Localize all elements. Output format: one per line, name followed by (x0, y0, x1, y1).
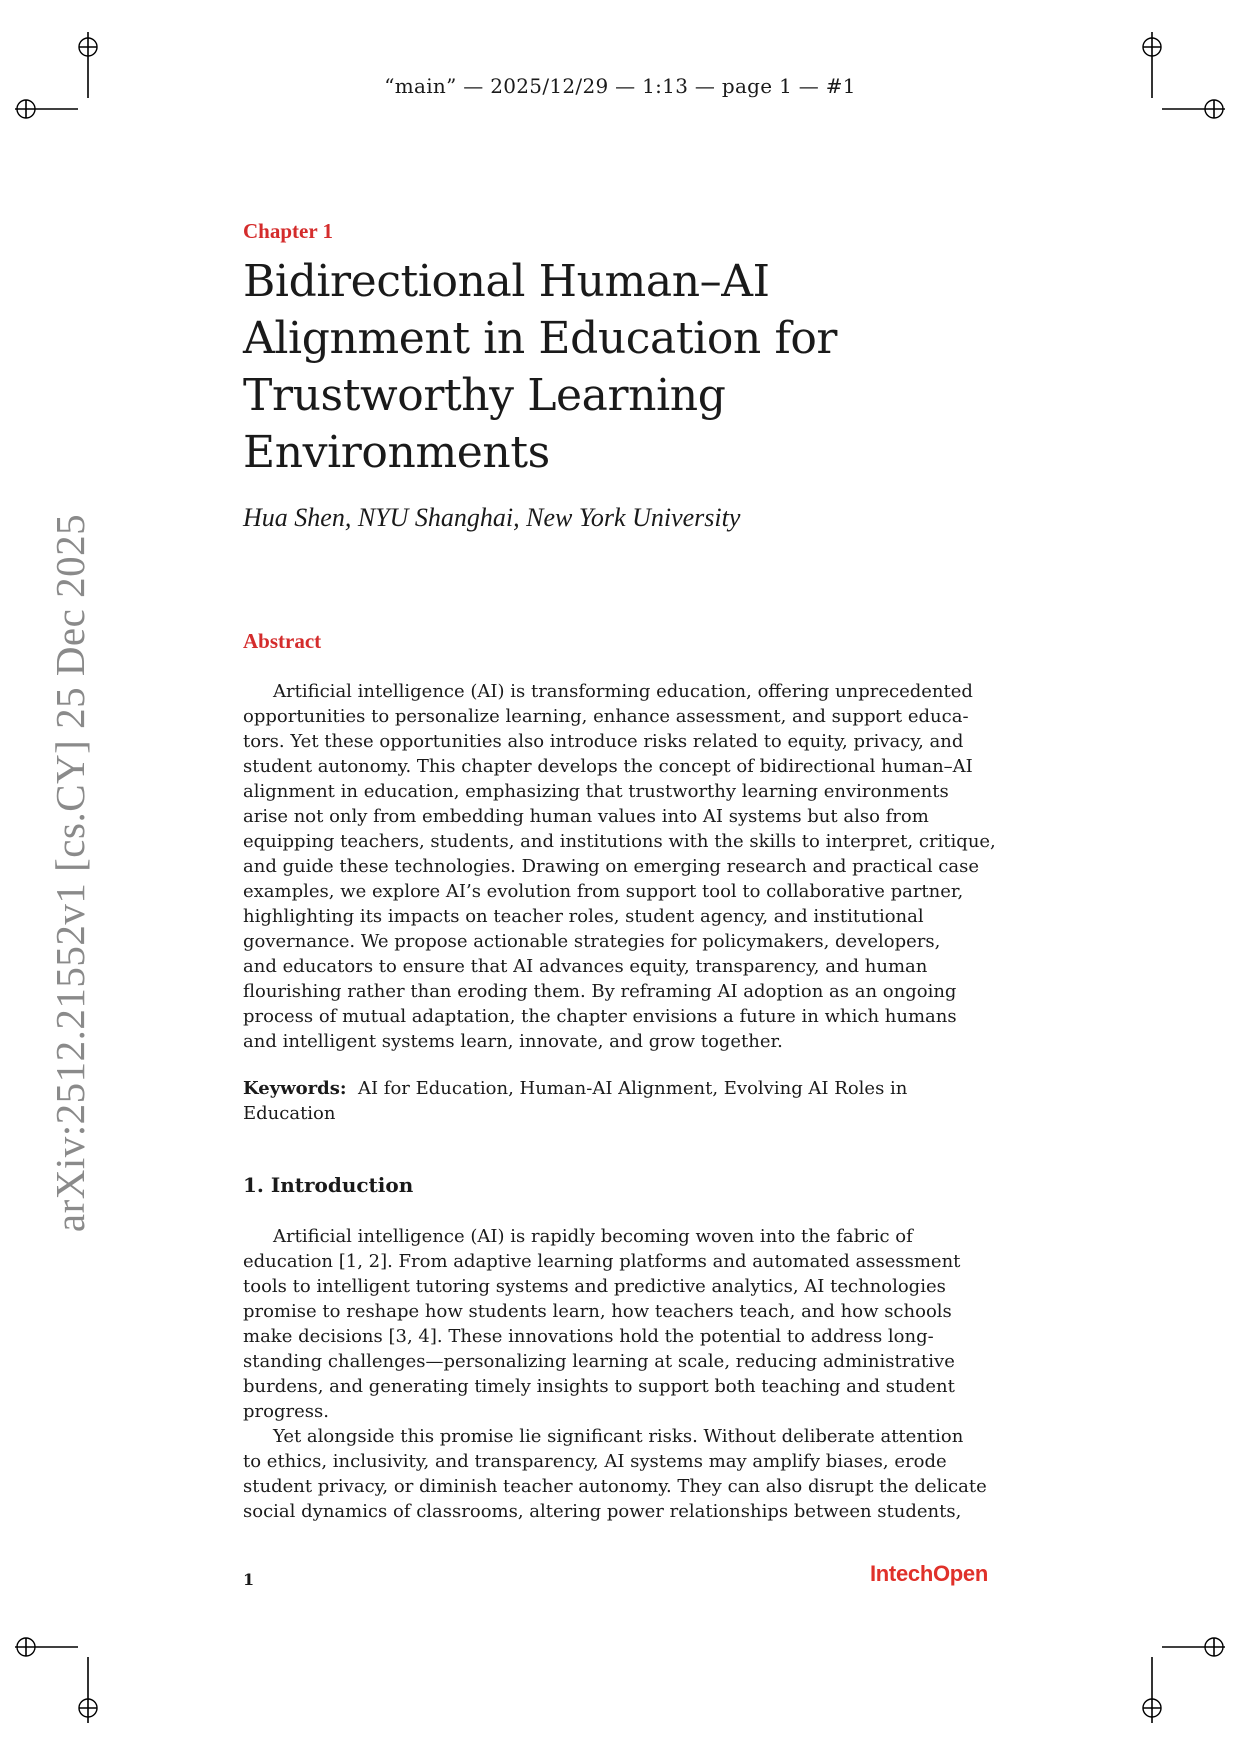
author-affiliation: Hua Shen, NYU Shanghai, New York University (243, 503, 741, 532)
text-line: burdens, and generating timely insights to support both teaching and student (243, 1376, 955, 1397)
text-line: tors. Yet these opportunities also introduce risks related to equity, privacy, and (243, 731, 964, 752)
text-line: education [1, 2]. From adaptive learning platforms and automated assessment (243, 1251, 961, 1272)
text-line: promise to reshape how students learn, how teachers teach, and how schools (243, 1301, 952, 1322)
text-line: progress. (243, 1401, 329, 1422)
text-line: process of mutual adaptation, the chapter envisions a future in which humans (243, 1006, 957, 1027)
keywords-label: Keywords: (243, 1078, 347, 1099)
text-line: flourishing rather than eroding them. By reframing AI adoption as an ongoing (243, 981, 957, 1002)
text-line: examples, we explore AI’s evolution from support tool to collaborative partner, (243, 881, 964, 902)
title-line: Bidirectional Human–AI (243, 256, 770, 307)
text-line: arise not only from embedding human values into AI systems but also from (243, 806, 929, 827)
keywords-block (243, 1076, 988, 1126)
text-line: tools to intelligent tutoring systems and predictive analytics, AI technologies (243, 1276, 946, 1297)
crop-mark-bottom-left (0, 1625, 120, 1755)
chapter-title (243, 253, 988, 481)
text-line: social dynamics of classrooms, altering power relationships between students, (243, 1501, 962, 1522)
text-line: highlighting its impacts on teacher roles, student agency, and institutional (243, 906, 924, 927)
text-line: and intelligent systems learn, innovate, and grow together. (243, 1031, 783, 1052)
page-number: 1 (243, 1570, 255, 1589)
title-line: Trustworthy Learning (243, 370, 726, 421)
keywords-list-continued: Education (243, 1103, 336, 1124)
crop-mark-bottom-right (1120, 1625, 1240, 1755)
title-line: Alignment in Education for (243, 313, 838, 364)
text-line: Yet alongside this promise lie significant risks. Without deliberate attention (273, 1426, 964, 1447)
text-line: alignment in education, emphasizing that trustworthy learning environments (243, 781, 949, 802)
crop-mark-top-left (0, 0, 120, 130)
text-line: standing challenges—personalizing learning at scale, reducing administrative (243, 1351, 955, 1372)
text-line: student autonomy. This chapter develops the concept of bidirectional human–AI (243, 756, 973, 777)
text-line: Artificial intelligence (AI) is transforming education, offering unprecedented (273, 681, 973, 702)
introduction-paragraph-2 (243, 1424, 988, 1524)
abstract-paragraph (243, 679, 996, 1054)
chapter-label: Chapter 1 (243, 219, 334, 243)
introduction-heading: 1. Introduction (243, 1173, 414, 1197)
arxiv-identifier-stamp: arXiv:2512.21552v1 [cs.CY] 25 Dec 2025 (47, 513, 93, 1233)
abstract-heading: Abstract (243, 629, 322, 653)
text-line: make decisions [3, 4]. These innovations hold the potential to address long- (243, 1326, 934, 1347)
text-line: opportunities to personalize learning, enhance assessment, and support educa- (243, 706, 969, 727)
text-line: and educators to ensure that AI advances equity, transparency, and human (243, 956, 928, 977)
publisher-logo: IntechOpen (869, 1561, 988, 1586)
text-line: Artificial intelligence (AI) is rapidly becoming woven into the fabric of (273, 1226, 913, 1247)
keywords-list: AI for Education, Human-AI Alignment, Evolving AI Roles in (357, 1078, 908, 1099)
text-line: governance. We propose actionable strategies for policymakers, developers, (243, 931, 941, 952)
text-line: equipping teachers, students, and institutions with the skills to interpret, critique, (243, 831, 996, 852)
title-line: Environments (243, 427, 550, 478)
text-line: to ethics, inclusivity, and transparency, AI systems may amplify biases, erode (243, 1451, 947, 1472)
crop-mark-top-right (1120, 0, 1240, 130)
text-line: student privacy, or diminish teacher autonomy. They can also disrupt the delicate (243, 1476, 987, 1497)
introduction-paragraph-1 (243, 1224, 988, 1424)
running-head: “main” — 2025/12/29 — 1:13 — page 1 — #1 (384, 74, 856, 98)
text-line: and guide these technologies. Drawing on emerging research and practical case (243, 856, 980, 877)
